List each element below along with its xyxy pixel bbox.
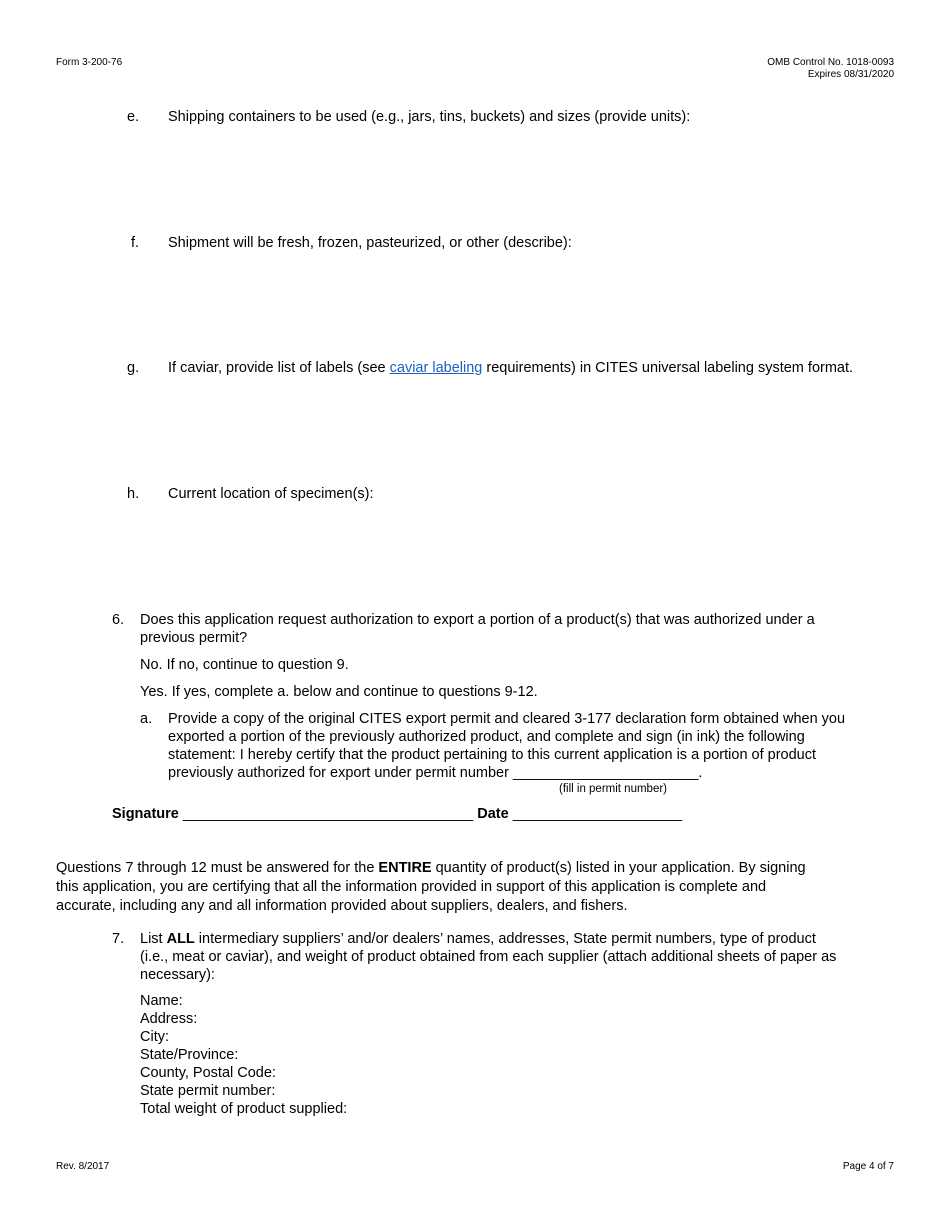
intro-line1: [56, 859, 806, 877]
field-city: City:: [140, 1029, 169, 1045]
signature-line[interactable]: ____________________________________: [182, 806, 474, 822]
question-6a-line2: exported a portion of the previously authorized product, and complete and sign (in ink) the following: [168, 729, 805, 745]
question-7-line3: necessary):: [140, 967, 215, 983]
question-7-all: ALL: [166, 931, 195, 947]
question-7-number: 7.: [112, 931, 125, 947]
supplier-fields: [140, 992, 347, 1118]
item-f-text: Shipment will be fresh, frozen, pasteurized, or other (describe):: [168, 235, 572, 251]
question-7-line1: [140, 930, 816, 948]
revision-date: Rev. 8/2017: [56, 1161, 110, 1172]
item-h-marker: h.: [127, 486, 140, 502]
omb-control-number: OMB Control No. 1018-0093: [767, 57, 894, 68]
field-name: Name:: [140, 993, 183, 1009]
intro-line2: this application, you are certifying that all the information provided in support of this application is complete and: [56, 879, 767, 895]
signature-row: [112, 805, 682, 823]
item-g-text-after: requirements) in CITES universal labeling system format.: [482, 360, 854, 376]
date-line[interactable]: _____________________: [512, 806, 683, 822]
field-county-postal-code: County, Postal Code:: [140, 1065, 276, 1081]
expiration-date: Expires 08/31/2020: [807, 69, 894, 80]
item-h-text: Current location of specimen(s):: [168, 486, 374, 502]
question-6a-line1: Provide a copy of the original CITES export permit and cleared 3-177 declaration form obtained when you: [168, 711, 846, 727]
item-g-text-before: If caviar, provide list of labels (see: [168, 360, 390, 376]
page-number: Page 4 of 7: [842, 1161, 894, 1172]
field-address: Address:: [140, 1011, 198, 1027]
omb-block: [767, 57, 894, 81]
item-f-marker: f.: [131, 235, 140, 251]
question-6-line1: Does this application request authorization to export a portion of a product(s) that was authorized under a: [140, 612, 815, 628]
date-label: Date: [477, 806, 509, 822]
question-6a-marker: a.: [140, 711, 153, 727]
caviar-labeling-link[interactable]: caviar labeling: [389, 360, 483, 376]
item-g-text: [168, 359, 853, 377]
question-7-line2: (i.e., meat or caviar), and weight of product obtained from each supplier (attach additional sheets of paper as: [140, 949, 837, 965]
question-6a-line3: statement: I hereby certify that the product pertaining to this current application is a portion of product: [168, 747, 817, 763]
intro-line3: accurate, including any and all information provided about suppliers, dealers, and fishers.: [56, 898, 628, 914]
question-7-line1-before: List: [140, 931, 167, 947]
field-total-weight: Total weight of product supplied:: [140, 1101, 348, 1117]
question-6-line2: previous permit?: [140, 630, 248, 646]
intro-line1-after: quantity of product(s) listed in your application. By signing: [431, 860, 806, 876]
item-e-text: Shipping containers to be used (e.g., jars, tins, buckets) and sizes (provide units):: [168, 109, 691, 125]
field-state-province: State/Province:: [140, 1047, 239, 1063]
question-6-option-yes: Yes. If yes, complete a. below and continue to questions 9-12.: [140, 684, 538, 700]
item-e-marker: e.: [127, 109, 140, 125]
form-number: Form 3-200-76: [56, 57, 123, 68]
intro-entire: ENTIRE: [378, 860, 432, 876]
field-state-permit-number: State permit number:: [140, 1083, 276, 1099]
item-g-marker: g.: [127, 360, 140, 376]
permit-number-fill-note: (fill in permit number): [559, 783, 667, 795]
signature-label: Signature: [112, 806, 179, 822]
question-7-line1-after: intermediary suppliers’ and/or dealers’ names, addresses, State permit numbers, type of product: [194, 931, 816, 947]
question-6-number: 6.: [112, 612, 125, 628]
question-6a-line4: previously authorized for export under permit number _______________________.: [168, 765, 703, 781]
question-6-option-no: No. If no, continue to question 9.: [140, 657, 349, 673]
intro-line1-before: Questions 7 through 12 must be answered for the: [56, 860, 379, 876]
